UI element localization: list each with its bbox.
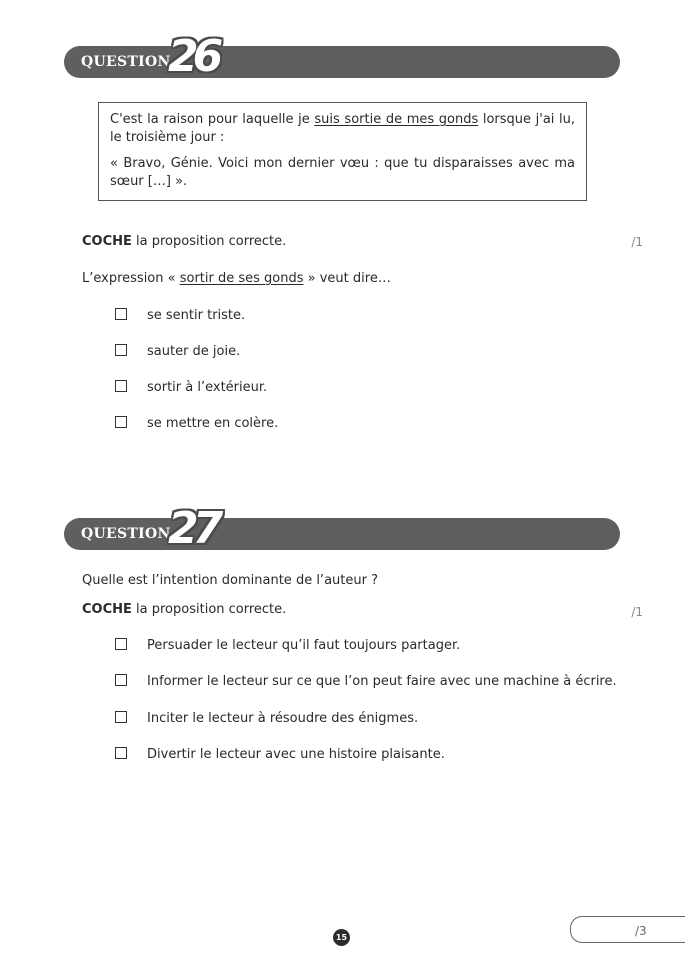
checkbox[interactable] <box>115 674 127 686</box>
question-label: QUESTION <box>81 526 171 542</box>
checkbox[interactable] <box>115 380 127 392</box>
question-prompt: Quelle est l’intention dominante de l’auteur ? <box>82 573 378 588</box>
checkbox[interactable] <box>115 638 127 650</box>
question-label: QUESTION <box>81 54 171 70</box>
excerpt-line-1: C'est la raison pour laquelle je suis sortie de mes gonds lorsque j'ai lu, le troisième jour : <box>110 112 575 145</box>
option-4[interactable]: se mettre en colère. <box>115 416 278 431</box>
page-number: 15 <box>333 929 350 946</box>
total-score: /3 <box>635 924 647 938</box>
checkbox[interactable] <box>115 344 127 356</box>
question-26-header <box>64 31 620 82</box>
checkbox[interactable] <box>115 747 127 759</box>
option-1[interactable]: Persuader le lecteur qu’il faut toujours partager. <box>115 638 460 653</box>
question-number: 26 <box>168 31 218 82</box>
option-3[interactable]: Inciter le lecteur à résoudre des énigmes. <box>115 711 418 726</box>
option-2[interactable]: sauter de joie. <box>115 344 240 359</box>
question-score: /1 <box>631 605 643 619</box>
instruction: COCHE la proposition correcte. <box>82 234 287 249</box>
excerpt-line-2: « Bravo, Génie. Voici mon dernier vœu : que tu disparaisses avec ma sœur […] ». <box>110 156 575 189</box>
underlined-expression: suis sortie de mes gonds <box>314 112 479 127</box>
question-score: /1 <box>631 235 643 249</box>
question-prompt: L’expression « sortir de ses gonds » veut dire… <box>82 271 391 286</box>
option-4[interactable]: Divertir le lecteur avec une histoire plaisante. <box>115 747 445 762</box>
checkbox[interactable] <box>115 308 127 320</box>
option-3[interactable]: sortir à l’extérieur. <box>115 380 267 395</box>
instruction: COCHE la proposition correcte. <box>82 602 287 617</box>
total-score-box <box>570 916 685 943</box>
option-1[interactable]: se sentir triste. <box>115 308 245 323</box>
excerpt-box <box>98 102 587 201</box>
checkbox[interactable] <box>115 711 127 723</box>
question-27-header <box>64 503 620 554</box>
option-2[interactable]: Informer le lecteur sur ce que l’on peut faire avec une machine à écrire. <box>115 674 617 689</box>
question-number: 27 <box>168 503 218 554</box>
checkbox[interactable] <box>115 416 127 428</box>
